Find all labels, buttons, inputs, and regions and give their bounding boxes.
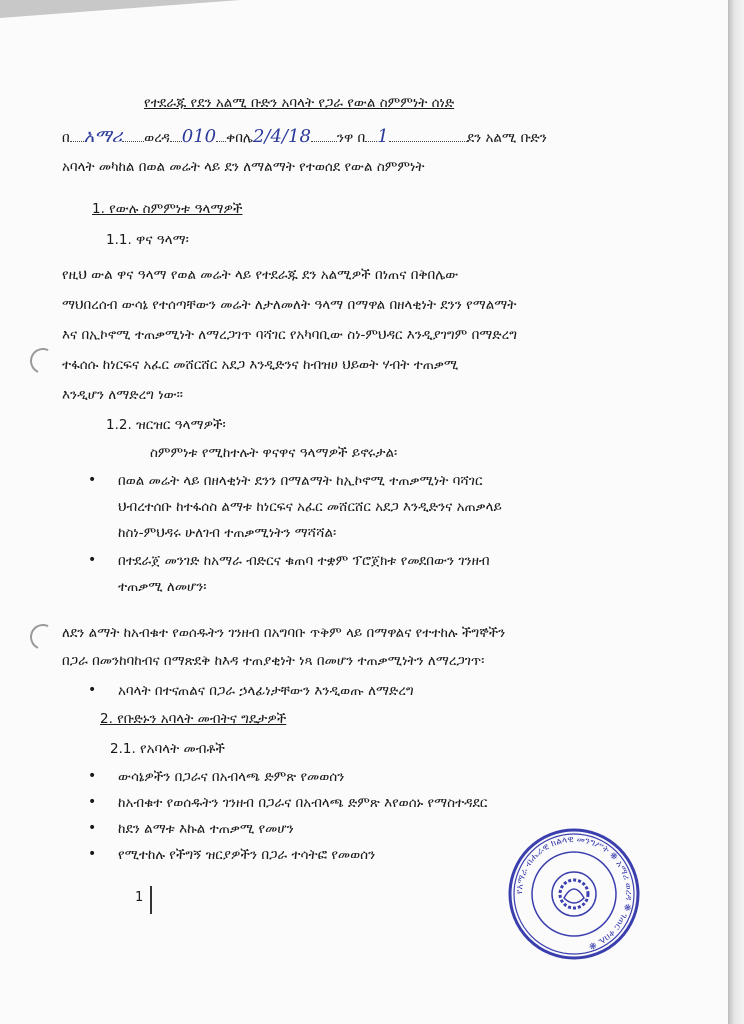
section-1-heading: 1. የውሉ ስምምነቱ ዓላማዎች [92, 201, 243, 217]
bullet-dot: • [88, 820, 97, 836]
bullet-dot: • [88, 472, 97, 488]
para1-line-2: ማህበረሰብ ውሳኔ የተሰጣቸውን መሬት ለታለመለት ዓላማ በማዋል በዘላቂነት ደንን የማልማት [62, 297, 517, 313]
filled-date: 2/4/18 [252, 126, 311, 147]
intro-prefix: በ [62, 130, 70, 146]
section-1-2-intro: ስምምነቱ የሚከተሉት ዋናዋና ዓላማዎች ይኖሩታል፡ [150, 445, 398, 461]
rights-item-1: ውሳኔዎችን በጋራና በአብላጫ ድምጽ የመወሰን [118, 769, 345, 785]
stamp-seal-icon [506, 826, 642, 962]
rights-item-3: ከደን ልማቱ እኩል ተጠቃሚ የመሆን [118, 821, 294, 837]
bullet-dot: • [88, 768, 97, 784]
filled-place: አማሪ [83, 126, 123, 147]
intro-count-label: ንዋ በ [336, 130, 366, 146]
punch-hole-mark [26, 620, 59, 653]
para1-line-1: የዚህ ውል ዋና ዓላማ የወል መሬት ላይ የተደራጁ ደን አልሚዎች በነጠና በቅበሌው [62, 267, 459, 283]
intro-line-2: አባላት መካከል በወል መሬት ላይ ደን ለማልማት የተወሰደ የውል ስምምነት [62, 159, 425, 175]
bullet1-line-3: ከስነ-ምህዳሩ ሁለገብ ተጠቃሚነትን ማሻሻል፡ [118, 525, 337, 541]
para2-line-1: ለደን ልማት ከአብቁተ የወሰዱትን ገንዘብ በአግባቡ ጥቅም ላይ በማዋልና የተተከሉ ችግኞችን [62, 625, 506, 641]
section-1-2-heading: 1.2. ዝርዝር ዓላማዎች፡ [106, 417, 226, 433]
intro-month-label: ወረዳ [144, 130, 170, 146]
bullet3-text: አባላት በተናጠልና በጋራ ኃላፊነታቸውን እንዲወጡ ለማድረግ [118, 683, 414, 699]
page-number-bracket [150, 886, 152, 914]
bullet-dot: • [88, 552, 97, 568]
punch-hole-mark [26, 344, 59, 377]
filled-count: 1 [377, 126, 389, 147]
stamp-ring-text: የአማራ ብሔራዊ ክልላዊ መንግሥት ❋ አማሪ ወረዳ ❋ ገጠር ቀበሌ ❋ [514, 834, 634, 951]
official-stamp [506, 826, 642, 966]
bullet-dot: • [88, 794, 97, 810]
bullet-dot: • [88, 846, 97, 862]
page-number: 1 [135, 890, 144, 905]
section-2-heading: 2. የቡድኑን አባላት መብትና ግዴታዎች [100, 711, 287, 727]
intro-suffix: ደን አልሚ ቡድን [466, 130, 547, 146]
bullet2-line-2: ተጠቃሚ ለመሆን፡ [118, 579, 207, 595]
intro-line-1 [62, 128, 547, 147]
filled-number: 010 [181, 126, 217, 147]
bullet-dot: • [88, 682, 97, 698]
para2-line-2: በጋራ በመንከባከብና በማጽደቅ ከእዳ ተጠያቂነት ነጻ በመሆን ተጠቃሚነትን ለማረጋገጥ፡ [62, 653, 485, 669]
document-title: የተደራጁ የደን አልሚ ቡድን አባላት የጋራ የውል ስምምነት ሰነድ [144, 95, 455, 111]
rights-item-4: የሚተከሉ የችግኝ ዝርያዎችን በጋራ ተሳትፎ የመወሰን [118, 847, 376, 863]
page-shadow-corner [0, 0, 240, 18]
page-edge [728, 0, 744, 1024]
section-1-1-heading: 1.1. ዋና ዓላማ፡ [106, 232, 189, 248]
bullet2-line-1: በተደራጀ መንገድ ከአማራ ብድርና ቁጠባ ተቋም ፕሮጀክቱ የመደበውን ገንዘብ [118, 553, 490, 569]
para1-line-3: እና በኢኮኖሚ ተጠቃሚነት ለማረጋገጥ ባሻገር የአካባቢው ስነ-ምህዳር እንዲያገግም በማድረግ [62, 327, 518, 343]
rights-item-2: ከአብቁተ የወሰዱትን ገንዘብ በጋራና በአብላጫ ድምጽ እየወሰኑ የማስተዳደር [118, 795, 488, 811]
section-2-1-heading: 2.1. የአባላት መብቶች [110, 741, 225, 757]
para1-line-4: ተፋሰሱ ከነርፍና አፈር መሸርሸር አደጋ እንዲድንና ከብዝሀ ህይወት ሃብት ተጠቃሚ [62, 357, 459, 373]
bullet1-line-2: ህብረተሰቡ ከተፋሰስ ልማቱ ከነርፍና አፈር መሸርሸር አደጋ እንዲድንና አጠቃላይ [118, 499, 502, 515]
para1-line-5: እንዲሆን ለማድረግ ነው፡፡ [62, 387, 183, 403]
intro-kebele-label: ቀበሌ [226, 130, 253, 146]
bullet1-line-1: በወል መሬት ላይ በዘላቂነት ደንን በማልማት ከኢኮኖሚ ተጠቃሚነት ባሻገር [118, 473, 483, 489]
